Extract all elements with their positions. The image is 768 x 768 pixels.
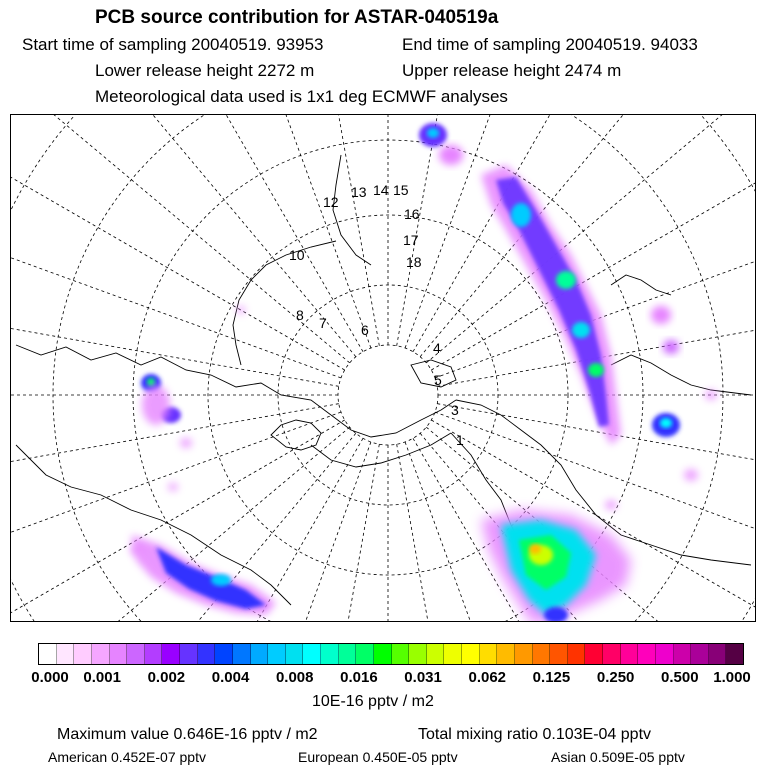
colorbar-cell <box>145 644 163 664</box>
colorbar-cell <box>39 644 57 664</box>
european-contribution: European 0.450E-05 pptv <box>298 749 458 765</box>
colorbar-cell <box>568 644 586 664</box>
colorbar-cell <box>638 644 656 664</box>
colorbar-cell <box>74 644 92 664</box>
meridian-line <box>11 156 341 378</box>
colorbar-cell <box>92 644 110 664</box>
colorbar-cell <box>427 644 445 664</box>
meridian-line <box>266 115 379 346</box>
colorbar-cell <box>339 644 357 664</box>
american-contribution: American 0.452E-07 pptv <box>48 749 206 765</box>
colorbar-tick-label: 0.250 <box>596 669 635 686</box>
colorbar-cell <box>286 644 304 664</box>
minor-plume-spots <box>130 306 717 555</box>
trajectory-labels <box>289 182 464 448</box>
colorbar-tick-label: 0.016 <box>340 669 378 686</box>
met-data-label: Meteorological data used is 1x1 deg ECMWF analyses <box>95 87 508 106</box>
colorbar-tick-label: 1.000 <box>713 669 751 686</box>
colorbar-unit: 10E-16 pptv / m2 <box>312 693 434 710</box>
colorbar-cell <box>233 644 251 664</box>
colorbar-tick-label: 0.125 <box>532 669 571 686</box>
colorbar-cell <box>127 644 145 664</box>
trajectory-label: 12 <box>323 194 339 210</box>
colorbar-tick-label: 0.000 <box>31 669 69 686</box>
plot-title: PCB source contribution for ASTAR-040519a <box>95 7 499 28</box>
plume-north-america <box>131 374 276 615</box>
colorbar-cell <box>303 644 321 664</box>
plume-east-asia <box>481 510 631 622</box>
colorbar-tick-label: 0.008 <box>275 669 314 686</box>
meridian-line <box>11 273 339 386</box>
maximum-value: Maximum value 0.646E-16 pptv / m2 <box>57 726 318 743</box>
trajectory-label: 6 <box>361 322 369 338</box>
colorbar-cell <box>321 644 339 664</box>
colorbar-cell <box>409 644 427 664</box>
end-time-label: End time of sampling 20040519. 94033 <box>402 35 698 54</box>
colorbar-tick-label: 0.500 <box>661 669 699 686</box>
colorbar-cell <box>215 644 233 664</box>
trajectory-label: 10 <box>289 247 305 263</box>
colorbar-cell <box>356 644 374 664</box>
colorbar-tick-label: 0.004 <box>211 669 250 686</box>
meridian-line <box>38 115 363 352</box>
colorbar-cell <box>268 644 286 664</box>
colorbar-tick-label: 0.062 <box>468 669 507 686</box>
trajectory-label: 15 <box>393 182 409 198</box>
colorbar-cell <box>691 644 709 664</box>
colorbar-cell <box>674 644 692 664</box>
colorbar-cell <box>726 644 743 664</box>
trajectory-label: 4 <box>433 340 441 356</box>
colorbar <box>38 643 744 665</box>
trajectory-label: 5 <box>434 372 442 388</box>
colorbar-cell <box>251 644 269 664</box>
upper-release-label: Upper release height 2474 m <box>402 61 622 80</box>
colorbar-cell <box>180 644 198 664</box>
colorbar-cell <box>374 644 392 664</box>
colorbar-cell <box>162 644 180 664</box>
colorbar-cell <box>110 644 128 664</box>
lower-release-label: Lower release height 2272 m <box>95 61 315 80</box>
trajectory-label: 1 <box>456 432 464 448</box>
colorbar-tick-label: 0.001 <box>83 669 121 686</box>
meridian-line <box>11 115 350 363</box>
colorbar-cell <box>709 644 727 664</box>
trajectory-label: 7 <box>319 315 327 331</box>
colorbar-cell <box>533 644 551 664</box>
trajectory-label: 3 <box>451 402 459 418</box>
trajectory-label: 16 <box>404 206 420 222</box>
colorbar-cell <box>515 644 533 664</box>
trajectory-label: 13 <box>351 184 367 200</box>
colorbar-cell <box>444 644 462 664</box>
colorbar-cell <box>198 644 216 664</box>
colorbar-tick-label: 0.002 <box>147 669 186 686</box>
start-time-label: Start time of sampling 20040519. 93953 <box>22 35 324 54</box>
map-panel <box>10 114 756 622</box>
colorbar-cell <box>585 644 603 664</box>
trajectory-label: 17 <box>403 232 419 248</box>
colorbar-cell <box>656 644 674 664</box>
trajectory-label: 8 <box>296 307 304 323</box>
polar-map <box>11 115 756 622</box>
meridian-line <box>11 115 356 357</box>
meridian-line <box>11 115 345 370</box>
trajectory-label: 18 <box>406 254 422 270</box>
colorbar-cell <box>480 644 498 664</box>
total-mixing-ratio: Total mixing ratio 0.103E-04 pptv <box>418 726 652 743</box>
colorbar-cell <box>621 644 639 664</box>
meridian-line <box>266 444 379 622</box>
trajectory-label: 14 <box>373 182 389 198</box>
colorbar-tick-label: 0.031 <box>404 669 442 686</box>
plume-eurasia-arc <box>419 123 680 445</box>
asian-contribution: Asian 0.509E-05 pptv <box>551 749 685 765</box>
colorbar-cell <box>603 644 621 664</box>
colorbar-cell <box>392 644 410 664</box>
colorbar-cell <box>57 644 75 664</box>
meridian-line <box>437 404 756 517</box>
colorbar-cell <box>497 644 515 664</box>
colorbar-cell <box>550 644 568 664</box>
colorbar-cell <box>462 644 480 664</box>
